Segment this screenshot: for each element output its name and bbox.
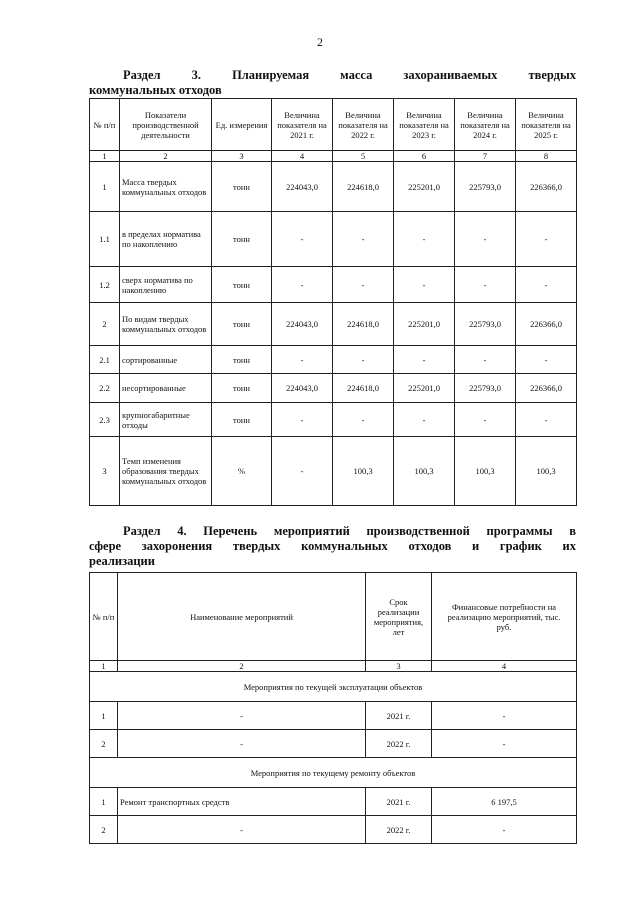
table-cell: - xyxy=(394,403,455,437)
header-cell: Величина показателя на 2023 г. xyxy=(394,99,455,151)
column-number-row xyxy=(90,151,577,162)
table-cell: 1 xyxy=(90,162,120,212)
table-cell: тонн xyxy=(212,162,272,212)
header-cell: Величина показателя на 2022 г. xyxy=(333,99,394,151)
header-cell: Показатели производственной деятельности xyxy=(120,99,212,151)
table-cell: 2 xyxy=(90,816,118,844)
column-number-row xyxy=(90,661,577,672)
table-cell: - xyxy=(272,403,333,437)
table-row xyxy=(90,212,577,267)
table-cell: 226366,0 xyxy=(516,162,577,212)
table-cell: несортированные xyxy=(120,374,212,403)
column-number: 4 xyxy=(272,151,333,162)
table-cell: тонн xyxy=(212,267,272,303)
table-cell: - xyxy=(455,403,516,437)
table-header-row xyxy=(90,99,577,151)
header-cell: Величина показателя на 2024 г. xyxy=(455,99,516,151)
table-cell: 224043,0 xyxy=(272,374,333,403)
table-cell: 225793,0 xyxy=(455,303,516,346)
table-row xyxy=(90,303,577,346)
table-row xyxy=(90,816,577,844)
table-row xyxy=(90,374,577,403)
table-cell: тонн xyxy=(212,374,272,403)
table-cell: 1 xyxy=(90,788,118,816)
table-cell: - xyxy=(455,267,516,303)
column-number: 3 xyxy=(366,661,432,672)
column-number: 2 xyxy=(120,151,212,162)
table-cell: - xyxy=(272,346,333,374)
table-row xyxy=(90,437,577,506)
table-cell: - xyxy=(333,403,394,437)
table-cell: 1.2 xyxy=(90,267,120,303)
header-cell: Финансовые потребности на реализацию мероприятий, тыс. руб. xyxy=(432,573,577,661)
table-row xyxy=(90,730,577,758)
header-cell: Наименование мероприятий xyxy=(118,573,366,661)
table-cell: 225793,0 xyxy=(455,162,516,212)
table-cell: 224618,0 xyxy=(333,162,394,212)
table-cell: 6 197,5 xyxy=(432,788,577,816)
table-cell: 1 xyxy=(90,702,118,730)
table-cell: 100,3 xyxy=(394,437,455,506)
table-cell: 225201,0 xyxy=(394,303,455,346)
table-cell: - xyxy=(455,346,516,374)
table-cell: - xyxy=(516,403,577,437)
table-cell: % xyxy=(212,437,272,506)
column-number: 2 xyxy=(118,661,366,672)
table-cell: 226366,0 xyxy=(516,374,577,403)
table-cell: 1.1 xyxy=(90,212,120,267)
column-number: 4 xyxy=(432,661,577,672)
section4-title-line3: реализации xyxy=(89,554,155,568)
section3-title-line1: Раздел 3. Планируемая масса захораниваемых твердых xyxy=(123,68,576,82)
table-cell: 224618,0 xyxy=(333,303,394,346)
table-cell: в пределах норматива по накоплению xyxy=(120,212,212,267)
table-cell: тонн xyxy=(212,303,272,346)
table-cell: 2021 г. xyxy=(366,702,432,730)
table-cell: Темп изменения образования твердых коммунальных отходов xyxy=(120,437,212,506)
group-row xyxy=(90,758,577,788)
table-cell: 225201,0 xyxy=(394,162,455,212)
table-cell: 2.3 xyxy=(90,403,120,437)
table-cell: 225201,0 xyxy=(394,374,455,403)
table-cell: 100,3 xyxy=(455,437,516,506)
column-number: 7 xyxy=(455,151,516,162)
table-cell: тонн xyxy=(212,346,272,374)
column-number: 5 xyxy=(333,151,394,162)
table-cell: - xyxy=(516,346,577,374)
table-cell: 2.2 xyxy=(90,374,120,403)
table-row xyxy=(90,702,577,730)
header-cell: Величина показателя на 2025 г. xyxy=(516,99,577,151)
page-number: 2 xyxy=(317,35,323,49)
table-cell: - xyxy=(455,212,516,267)
table-cell: - xyxy=(432,730,577,758)
section3-table xyxy=(89,98,577,506)
table-cell: - xyxy=(272,267,333,303)
group-title-current-repair: Мероприятия по текущему ремонту объектов xyxy=(90,758,577,788)
table-cell: тонн xyxy=(212,403,272,437)
group-title-current-operation: Мероприятия по текущей эксплуатации объектов xyxy=(90,672,577,702)
table-cell: - xyxy=(432,816,577,844)
header-cell: № п/п xyxy=(90,99,120,151)
table-cell: - xyxy=(394,346,455,374)
table-cell: 3 xyxy=(90,437,120,506)
table-row xyxy=(90,346,577,374)
table-cell: крупногабаритные отходы xyxy=(120,403,212,437)
column-number: 1 xyxy=(90,151,120,162)
table-cell: сверх норматива по накоплению xyxy=(120,267,212,303)
column-number: 8 xyxy=(516,151,577,162)
table-row xyxy=(90,162,577,212)
table-cell: 225793,0 xyxy=(455,374,516,403)
header-cell: Срок реализации мероприятия, лет xyxy=(366,573,432,661)
table-header-row xyxy=(90,573,577,661)
table-cell: 2.1 xyxy=(90,346,120,374)
table-cell: - xyxy=(118,730,366,758)
table-cell: - xyxy=(432,702,577,730)
table-cell: - xyxy=(118,702,366,730)
column-number: 6 xyxy=(394,151,455,162)
section4-title-line2: сфере захоронения твердых коммунальных отходов и график их xyxy=(89,539,576,553)
table-cell: - xyxy=(394,212,455,267)
header-cell: Ед. измерения xyxy=(212,99,272,151)
table-cell: - xyxy=(333,346,394,374)
table-cell: тонн xyxy=(212,212,272,267)
table-cell: 2 xyxy=(90,730,118,758)
table-cell: Ремонт транспортных средств xyxy=(118,788,366,816)
header-cell: № п/п xyxy=(90,573,118,661)
column-number: 3 xyxy=(212,151,272,162)
section4-title-line1: Раздел 4. Перечень мероприятий производственной программы в xyxy=(123,524,576,538)
table-cell: Масса твердых коммунальных отходов xyxy=(120,162,212,212)
table-cell: - xyxy=(394,267,455,303)
table-cell: 100,3 xyxy=(333,437,394,506)
table-cell: 224043,0 xyxy=(272,303,333,346)
header-cell: Величина показателя на 2021 г. xyxy=(272,99,333,151)
table-cell: 2022 г. xyxy=(366,816,432,844)
table-cell: 100,3 xyxy=(516,437,577,506)
table-row xyxy=(90,403,577,437)
table-cell: 224618,0 xyxy=(333,374,394,403)
table-cell: - xyxy=(272,212,333,267)
table-cell: - xyxy=(516,212,577,267)
table-cell: 226366,0 xyxy=(516,303,577,346)
table-cell: сортированные xyxy=(120,346,212,374)
table-cell: - xyxy=(118,816,366,844)
table-cell: По видам твердых коммунальных отходов xyxy=(120,303,212,346)
table-cell: 2 xyxy=(90,303,120,346)
table-cell: 2022 г. xyxy=(366,730,432,758)
section3-title xyxy=(89,68,576,98)
section4-table xyxy=(89,572,577,844)
table-cell: - xyxy=(333,212,394,267)
table-cell: 2021 г. xyxy=(366,788,432,816)
column-number: 1 xyxy=(90,661,118,672)
table-cell: 224043,0 xyxy=(272,162,333,212)
table-cell: - xyxy=(272,437,333,506)
group-row xyxy=(90,672,577,702)
table-cell: - xyxy=(333,267,394,303)
table-row xyxy=(90,267,577,303)
section3-title-line2: коммунальных отходов xyxy=(89,83,222,97)
table-cell: - xyxy=(516,267,577,303)
table-row xyxy=(90,788,577,816)
section4-title xyxy=(89,524,576,569)
